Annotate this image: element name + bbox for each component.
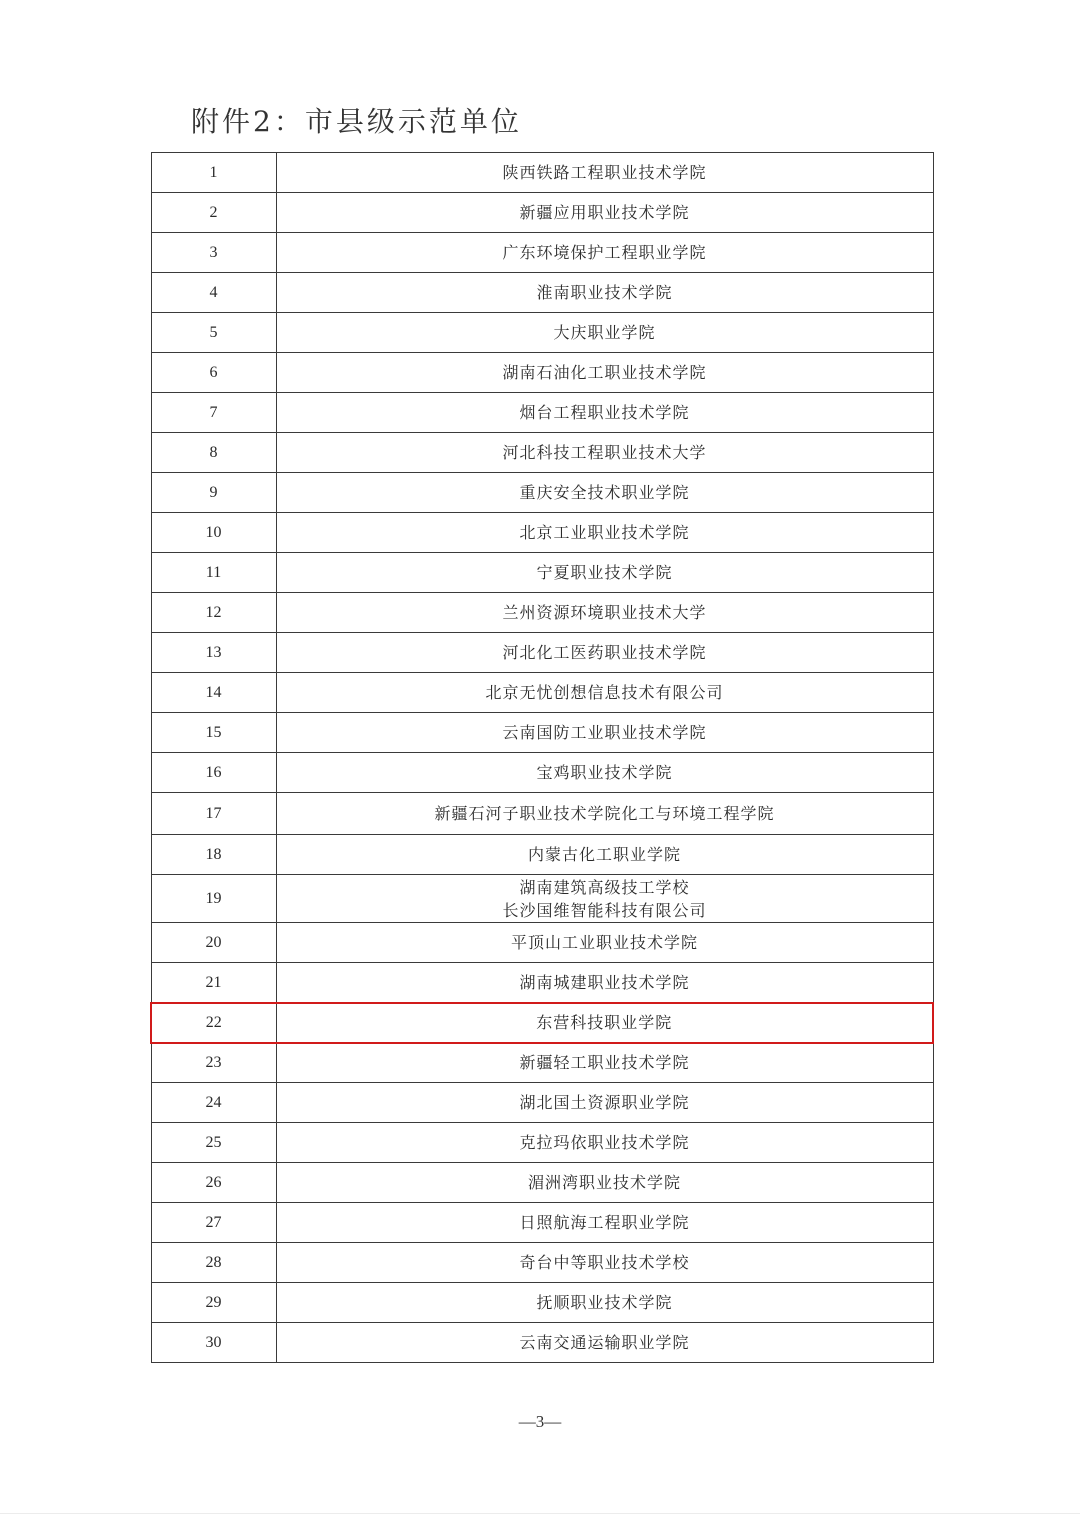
row-number: 11 (151, 553, 276, 593)
unit-name-cell (276, 1283, 933, 1323)
unit-name-cell (276, 673, 933, 713)
unit-name-cell (276, 233, 933, 273)
unit-name: 宁夏职业技术学院 (536, 563, 673, 582)
table-row (151, 1123, 933, 1163)
unit-name-cell (276, 1003, 933, 1043)
row-number: 27 (151, 1203, 276, 1243)
unit-name-cell (276, 835, 933, 875)
table-row (151, 793, 933, 835)
row-number: 18 (151, 835, 276, 875)
unit-name-cell (276, 473, 933, 513)
unit-name: 大庆职业学院 (553, 323, 656, 342)
unit-name: 淮南职业技术学院 (536, 283, 673, 302)
table-row (151, 875, 933, 923)
table-row (151, 713, 933, 753)
unit-name: 新疆轻工职业技术学院 (519, 1053, 690, 1073)
row-number: 30 (151, 1323, 276, 1363)
unit-name-cell (276, 393, 933, 433)
table-row (151, 633, 933, 673)
unit-name-cell (276, 353, 933, 393)
unit-name: 宝鸡职业技术学院 (536, 763, 673, 782)
row-number: 10 (151, 513, 276, 553)
unit-name: 湄洲湾职业技术学院 (527, 1173, 681, 1192)
row-number: 13 (151, 633, 276, 673)
unit-name-cell (276, 713, 933, 753)
row-number: 3 (151, 233, 276, 273)
page-title: 附件2：市县级示范单位 (191, 105, 522, 138)
unit-name: 陕西铁路工程职业技术学院 (502, 163, 707, 182)
table-row (151, 1163, 933, 1203)
table-row (151, 353, 933, 393)
unit-name: 湖南建筑高级技工学校 (519, 877, 690, 897)
row-number: 25 (151, 1123, 276, 1163)
unit-name-cell (276, 963, 933, 1003)
table-row (151, 593, 933, 633)
unit-name: 云南交通运输职业学院 (519, 1333, 690, 1352)
unit-name-cell (276, 273, 933, 313)
bottom-rule (0, 1513, 1080, 1514)
row-number: 26 (151, 1163, 276, 1203)
row-number: 24 (151, 1083, 276, 1123)
row-number: 20 (151, 923, 276, 963)
row-number: 19 (151, 875, 276, 923)
row-number: 17 (151, 793, 276, 835)
row-number: 22 (151, 1003, 276, 1043)
row-number: 7 (151, 393, 276, 433)
unit-name: 东营科技职业学院 (536, 1013, 673, 1032)
unit-name: 北京工业职业技术学院 (519, 523, 690, 542)
unit-name-cell (276, 793, 933, 835)
row-number: 12 (151, 593, 276, 633)
table-row (151, 673, 933, 713)
table-row (151, 753, 933, 793)
unit-name: 内蒙古化工职业学院 (527, 845, 681, 864)
table-row (151, 835, 933, 875)
unit-name: 克拉玛依职业技术学院 (519, 1133, 690, 1152)
unit-name: 奇台中等职业技术学校 (519, 1253, 690, 1272)
table-row (151, 153, 933, 193)
unit-name: 日照航海工程职业学院 (519, 1213, 690, 1232)
row-number: 4 (151, 273, 276, 313)
unit-name: 湖南城建职业技术学院 (519, 972, 690, 992)
unit-name-cell (276, 753, 933, 793)
table-row-highlighted (151, 1003, 933, 1043)
row-number: 29 (151, 1283, 276, 1323)
table-row (151, 233, 933, 273)
unit-name: 抚顺职业技术学院 (536, 1293, 673, 1312)
row-number: 16 (151, 753, 276, 793)
row-number: 14 (151, 673, 276, 713)
unit-name-cell (276, 313, 933, 353)
unit-name: 河北科技工程职业技术大学 (502, 443, 707, 462)
unit-name-cell (276, 1203, 933, 1243)
unit-name-cell (276, 153, 933, 193)
unit-name-cell (276, 1123, 933, 1163)
unit-name: 兰州资源环境职业技术大学 (502, 603, 707, 622)
unit-name: 新疆应用职业技术学院 (519, 203, 690, 222)
unit-name: 河北化工医药职业技术学院 (502, 643, 707, 662)
unit-name: 长沙国维智能科技有限公司 (502, 900, 707, 920)
table-row (151, 473, 933, 513)
unit-name-cell (276, 1083, 933, 1123)
row-number: 5 (151, 313, 276, 353)
table-row (151, 273, 933, 313)
unit-name: 烟台工程职业技术学院 (519, 403, 690, 422)
table-row (151, 1323, 933, 1363)
row-number: 6 (151, 353, 276, 393)
unit-name-cell (276, 513, 933, 553)
table-row (151, 193, 933, 233)
row-number: 21 (151, 963, 276, 1003)
row-number: 28 (151, 1243, 276, 1283)
table-row (151, 393, 933, 433)
unit-name: 北京无忧创想信息技术有限公司 (485, 683, 724, 702)
demo-units-table (150, 152, 934, 1363)
table-row (151, 513, 933, 553)
unit-name: 湖南石油化工职业技术学院 (502, 363, 707, 382)
unit-name: 平顶山工业职业技术学院 (510, 933, 698, 952)
table-body (151, 153, 933, 1363)
unit-name-cell (276, 1323, 933, 1363)
unit-name: 新疆石河子职业技术学院化工与环境工程学院 (434, 804, 775, 823)
row-number: 1 (151, 153, 276, 193)
row-number: 15 (151, 713, 276, 753)
table-row (151, 963, 933, 1003)
table-row (151, 1243, 933, 1283)
unit-name: 重庆安全技术职业学院 (519, 483, 690, 502)
unit-name-cell (276, 193, 933, 233)
row-number: 9 (151, 473, 276, 513)
table-row (151, 433, 933, 473)
unit-name-cell (276, 1043, 933, 1083)
unit-name: 云南国防工业职业技术学院 (502, 723, 707, 742)
unit-name: 湖北国土资源职业学院 (519, 1093, 690, 1112)
unit-name-cell (276, 433, 933, 473)
unit-name-cell (276, 1243, 933, 1283)
row-number: 23 (151, 1043, 276, 1083)
unit-name-cell (276, 553, 933, 593)
unit-name-cell (276, 1163, 933, 1203)
table-row (151, 1043, 933, 1083)
table-row (151, 553, 933, 593)
unit-name-cell (276, 923, 933, 963)
row-number: 8 (151, 433, 276, 473)
row-number: 2 (151, 193, 276, 233)
table-row (151, 1283, 933, 1323)
table-row (151, 1083, 933, 1123)
unit-name-cell (276, 593, 933, 633)
unit-name-cell (276, 875, 933, 923)
table-row (151, 313, 933, 353)
unit-name-cell (276, 633, 933, 673)
unit-name: 广东环境保护工程职业学院 (502, 243, 707, 262)
page-number: —3— (518, 1412, 562, 1431)
table-row (151, 1203, 933, 1243)
table-row (151, 923, 933, 963)
